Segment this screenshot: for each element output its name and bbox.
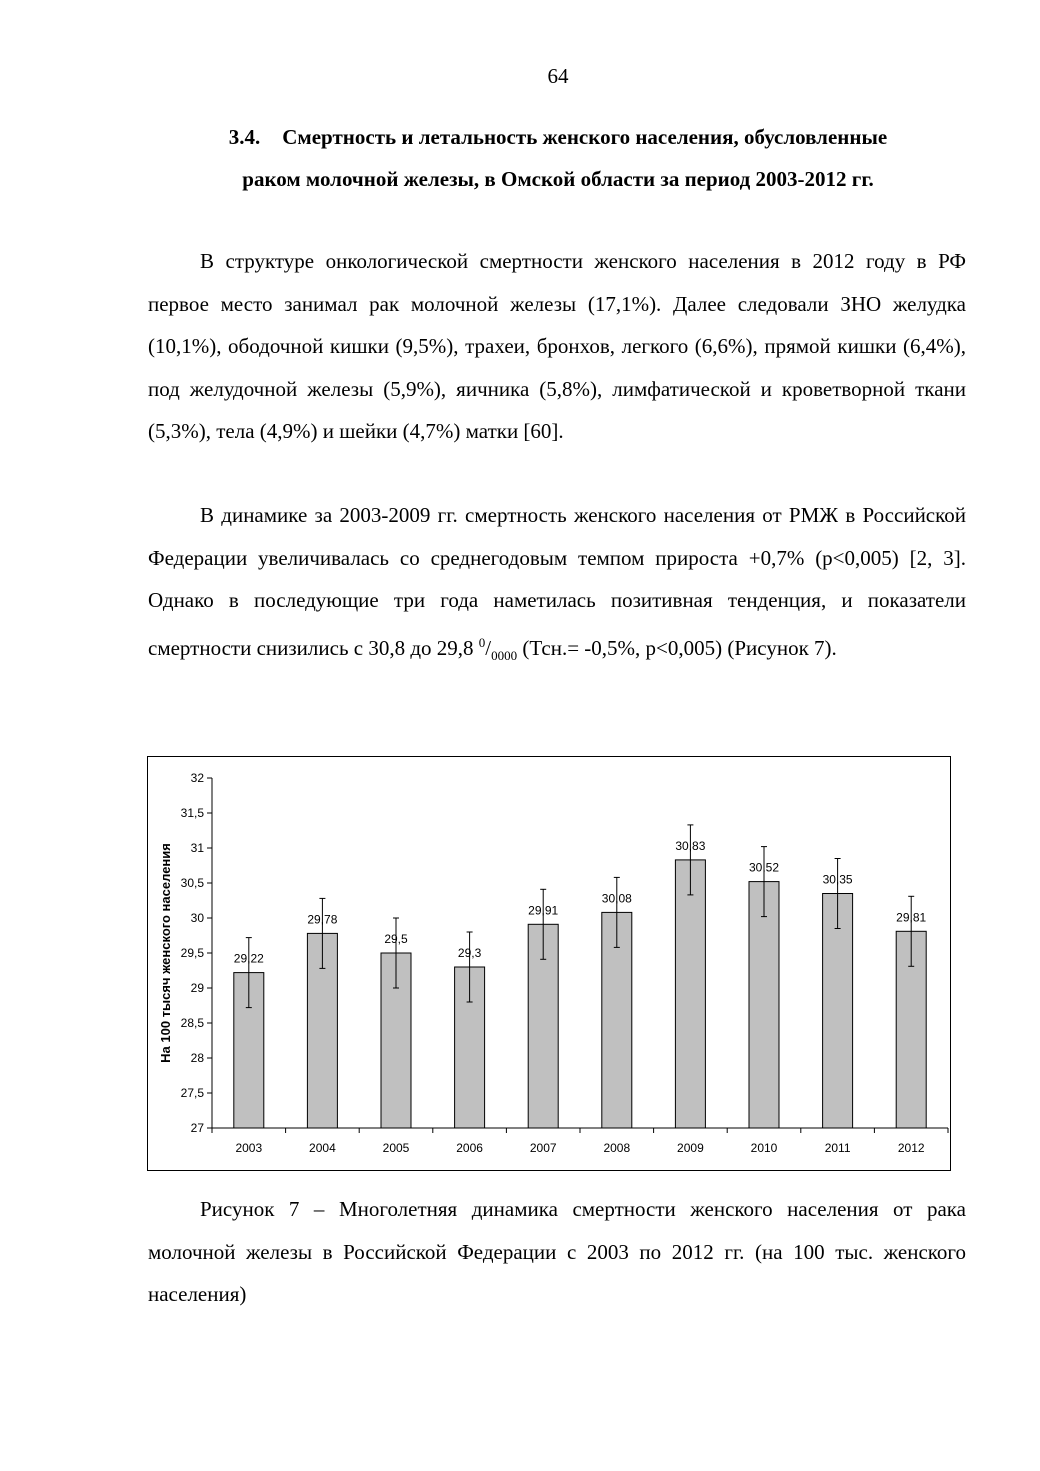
y-tick-label: 30,5 — [180, 876, 204, 890]
x-tick-label: 2010 — [750, 1141, 778, 1155]
paragraph-2-text-end: (Тсн.= -0,5%, p<0,005) (Рисунок 7). — [522, 635, 837, 660]
x-tick-label: 2008 — [603, 1141, 631, 1155]
y-tick-label: 28 — [190, 1051, 204, 1065]
paragraph-1 — [148, 240, 966, 453]
page-number: 64 — [547, 64, 569, 88]
y-tick-label: 27 — [190, 1121, 204, 1135]
data-label: 30,83 — [675, 838, 706, 853]
section-heading — [148, 116, 968, 200]
data-label: 30,08 — [601, 891, 632, 906]
x-tick-label: 2003 — [235, 1141, 263, 1155]
data-label: 29,3 — [457, 946, 482, 960]
paragraph-1-text: В структуре онкологической смертности женского населения в 2012 году в РФ первое место занимал рак молочной железы (17,1%). Далее следовали ЗНО желудка (10,1%), ободочной кишки (9,5%), трахеи, бронхов, легкого (6,6%), прямой кишки (6,4%), под желудочной железы (5,9%), яичника (5,8%), лимфатической и кроветворной ткани (5,3%), тела (4,9%) и шейки (4,7%) матки [60]. — [148, 249, 966, 443]
data-label: 29,5 — [384, 932, 408, 946]
x-tick-label: 2006 — [456, 1141, 483, 1155]
y-tick-label: 31,5 — [180, 806, 204, 820]
figure-caption-text: Рисунок 7 – Многолетняя динамика смертности женского населения от рака молочной железы в Российской Федерации с 2003 по 2012 гг. (на 100 тыс. женского населения) — [148, 1197, 966, 1306]
y-tick-label: 29 — [190, 981, 204, 995]
mortality-bar-chart — [148, 757, 950, 1170]
figure-caption — [148, 1188, 966, 1316]
y-axis-title: На 100 тысяч женского населения — [158, 843, 173, 1063]
data-label: 30,35 — [822, 872, 853, 887]
heading-line-1-text: Смертность и летальность женского населения, обусловленные — [282, 125, 888, 149]
x-tick-label: 2005 — [382, 1141, 410, 1155]
data-label: 29,22 — [233, 951, 264, 966]
section-number: 3.4. — [228, 125, 261, 149]
y-tick-label: 32 — [190, 771, 204, 785]
unit-subscript: 0000 — [491, 647, 518, 663]
bar — [749, 882, 779, 1128]
x-tick-label: 2012 — [897, 1141, 925, 1155]
y-tick-label: 30 — [190, 911, 204, 925]
x-tick-label: 2007 — [529, 1141, 557, 1155]
x-tick-label: 2011 — [824, 1141, 851, 1155]
paragraph-2-text: В динамике за 2003-2009 гг. смертность женского населения от РМЖ в Российской Федерации увеличивалась со среднегодовым темпом прироста +0,7% (p<0,005) [2, 3]. Однако в последующие три года наметилась позитивная тенденция, и показатели смертности снизились с 30,8 до 29,8 — [148, 503, 966, 660]
y-tick-label: 31 — [190, 841, 204, 855]
bar — [675, 860, 705, 1128]
data-label: 29,91 — [528, 903, 559, 918]
x-tick-label: 2004 — [309, 1141, 336, 1155]
y-tick-label: 28,5 — [180, 1016, 204, 1030]
heading-line-1 — [148, 116, 968, 158]
x-tick-label: 2009 — [677, 1141, 704, 1155]
y-tick-label: 29,5 — [180, 946, 204, 960]
heading-line-2: раком молочной железы, в Омской области за период 2003-2012 гг. — [242, 167, 874, 191]
data-label: 30,52 — [748, 860, 780, 875]
paragraph-2: В динамике за 2003-2009 гг. смертность женского населения от РМЖ в Российской Федерации увеличивалась со среднегодовым темпом прироста +0,7% (p<0,005) [2, 3]. Однако в последующие три года наметилась позитивная тенденция, и показатели смертности снизились с 30,8 до 29,8 $^0/_{0000}$ (Тсн.= -0,5%, p<0,005) (Рисунок 7). — [148, 503, 966, 663]
chart-frame — [147, 756, 951, 1171]
unit-superscript: 0 — [478, 634, 486, 650]
y-tick-label: 27,5 — [180, 1086, 204, 1100]
data-label: 29,81 — [896, 910, 927, 925]
data-label: 29,78 — [307, 912, 338, 927]
